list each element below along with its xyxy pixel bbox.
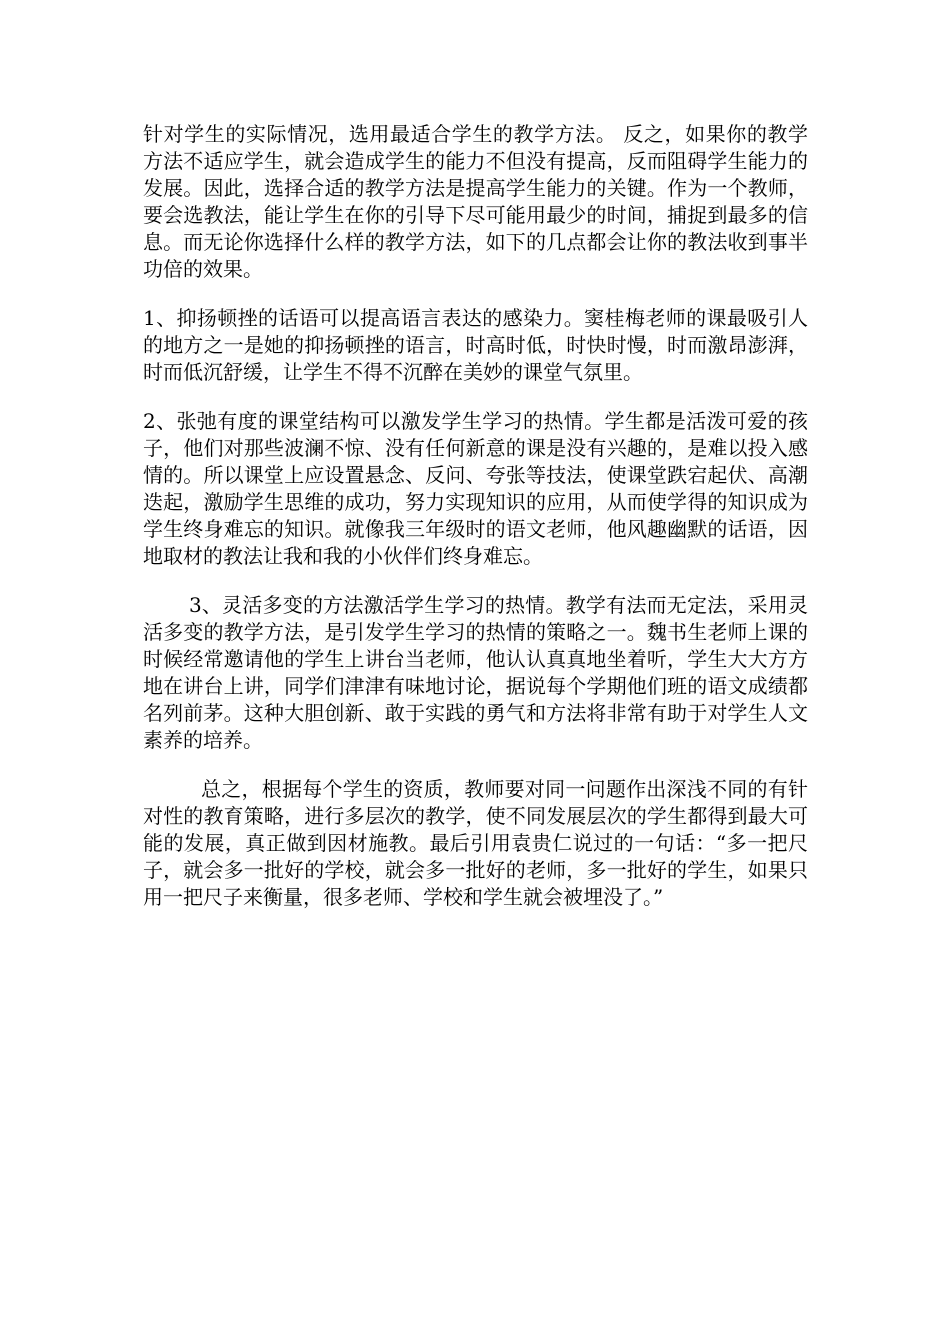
paragraph-conclusion: 总之，根据每个学生的资质，教师要对同一问题作出深浅不同的有针对性的教育策略，进行多层次的教学，使不同发展层次的学生都得到最大可能的发展，真正做到因材施教。最后引用袁贵仁说过的一句话：“多一把尺子，就会多一批好的学校，就会多一批好的老师，多一批好的学生，如果只用一把尺子来衡量，很多老师、学校和学生就会被埋没了。” [143,777,808,909]
document-body [143,121,808,911]
paragraph-point-1: 1、抑扬顿挫的话语可以提高语言表达的感染力。窦桂梅老师的课最吸引人的地方之一是她的抑扬顿挫的语言，时高时低，时快时慢，时而激昂澎湃，时而低沉舒缓，让学生不得不沉醉在美妙的课堂气氛里。 [143,306,808,384]
paragraph-teaching-methods: 针对学生的实际情况，选用最适合学生的教学方法。 反之，如果你的教学方法不适应学生，就会造成学生的能力不但没有提高，反而阻碍学生能力的发展。因此，选择合适的教学方法是提高学生能力的关键。作为一个教师，要会选教法，能让学生在你的引导下尽可能用最少的时间，捕捉到最多的信息。而无论你选择什么样的教学方法，如下的几点都会让你的教法收到事半功倍的效果。 [143,122,808,281]
paragraph-point-3: 3、灵活多变的方法激活学生学习的热情。教学有法而无定法，采用灵活多变的教学方法，是引发学生学习的热情的策略之一。魏书生老师上课的时候经常邀请他的学生上讲台当老师，他认认真真地坐着听，学生大大方方地在讲台上讲，同学们津津有味地讨论，据说每个学期他们班的语文成绩都名列前茅。这种大胆创新、敢于实践的勇气和方法将非常有助于对学生人文素养的培养。 [143,593,808,752]
paragraph-point-2: 2、张弛有度的课堂结构可以激发学生学习的热情。学生都是活泼可爱的孩子，他们对那些波澜不惊、没有任何新意的课是没有兴趣的，是难以投入感情的。所以课堂上应设置悬念、反问、夸张等技法，使课堂跌宕起伏、高潮迭起，激励学生思维的成功，努力实现知识的应用，从而使学得的知识成为学生终身难忘的知识。就像我三年级时的语文老师，他风趣幽默的话语，因地取材的教法让我和我的小伙伴们终身难忘。 [143,409,808,568]
